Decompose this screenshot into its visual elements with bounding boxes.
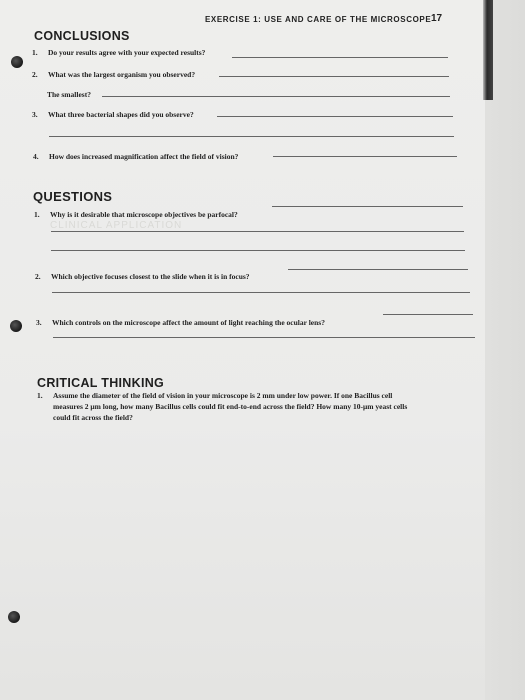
binder-hole-bottom <box>8 611 20 623</box>
question-number: 4. <box>33 152 39 161</box>
answer-line[interactable] <box>219 76 449 77</box>
running-head: EXERCISE 1: USE AND CARE OF THE MICROSCOPE <box>205 15 432 24</box>
page-edge <box>485 0 525 700</box>
question-number: 1. <box>32 48 38 57</box>
conclusions-heading: CONCLUSIONS <box>34 29 130 43</box>
question-text: What was the largest organism you observed? <box>48 70 196 79</box>
answer-line[interactable] <box>288 269 468 270</box>
answer-line[interactable] <box>51 250 465 251</box>
question-text: Which objective focuses closest to the slide when it is in focus? <box>51 272 250 281</box>
question-number: 1. <box>34 210 40 219</box>
question-text: Do your results agree with your expected results? <box>48 48 206 57</box>
critical-thinking-heading: CRITICAL THINKING <box>37 376 165 390</box>
binder-hole-middle <box>10 320 22 332</box>
conclusion-question-4 <box>33 152 238 161</box>
question-text-line-3: could fit across the field? <box>53 413 133 422</box>
answer-line[interactable] <box>217 116 453 117</box>
questions-heading: QUESTIONS <box>33 189 113 204</box>
question-text: How does increased magnification affect the field of vision? <box>49 152 239 161</box>
answer-line[interactable] <box>272 206 463 207</box>
question-text: What three bacterial shapes did you observe? <box>48 110 194 119</box>
answer-line[interactable] <box>52 292 470 293</box>
question-number: 3. <box>36 318 42 327</box>
question-3 <box>36 318 325 327</box>
binder-hole-top <box>11 56 23 68</box>
answer-line[interactable] <box>273 156 457 157</box>
question-text-line-1: Assume the diameter of the field of vision in your microscope is 2 mm under low power. If one Bacillus cell <box>53 391 393 400</box>
answer-line[interactable] <box>232 57 448 58</box>
conclusion-question-3 <box>32 110 194 119</box>
conclusion-question-1 <box>32 48 205 57</box>
show-through-text: CLINICAL APPLICATION <box>50 220 183 231</box>
question-text: Why is it desirable that microscope objectives be parfocal? <box>50 210 238 219</box>
question-number: 2. <box>32 70 38 79</box>
question-2 <box>35 272 250 281</box>
critical-thinking-question-1 <box>37 390 487 423</box>
answer-line[interactable] <box>102 96 450 97</box>
answer-line[interactable] <box>53 337 475 338</box>
question-number: 3. <box>32 110 38 119</box>
question-number: 1. <box>37 391 43 400</box>
binding-edge <box>483 0 493 100</box>
question-text: Which controls on the microscope affect the amount of light reaching the ocular lens? <box>52 318 325 327</box>
question-text-line-2: measures 2 μm long, how many Bacillus cells could fit end-to-end across the field? How many 10-μm yeast cells <box>53 402 408 411</box>
answer-line[interactable] <box>51 231 464 232</box>
question-1 <box>34 210 238 219</box>
question-number: 2. <box>35 272 41 281</box>
answer-line[interactable] <box>383 314 473 315</box>
conclusion-question-2 <box>32 70 195 79</box>
conclusion-question-2b: The smallest? <box>47 90 91 99</box>
answer-line[interactable] <box>49 136 454 137</box>
page-number: 17 <box>431 13 443 24</box>
